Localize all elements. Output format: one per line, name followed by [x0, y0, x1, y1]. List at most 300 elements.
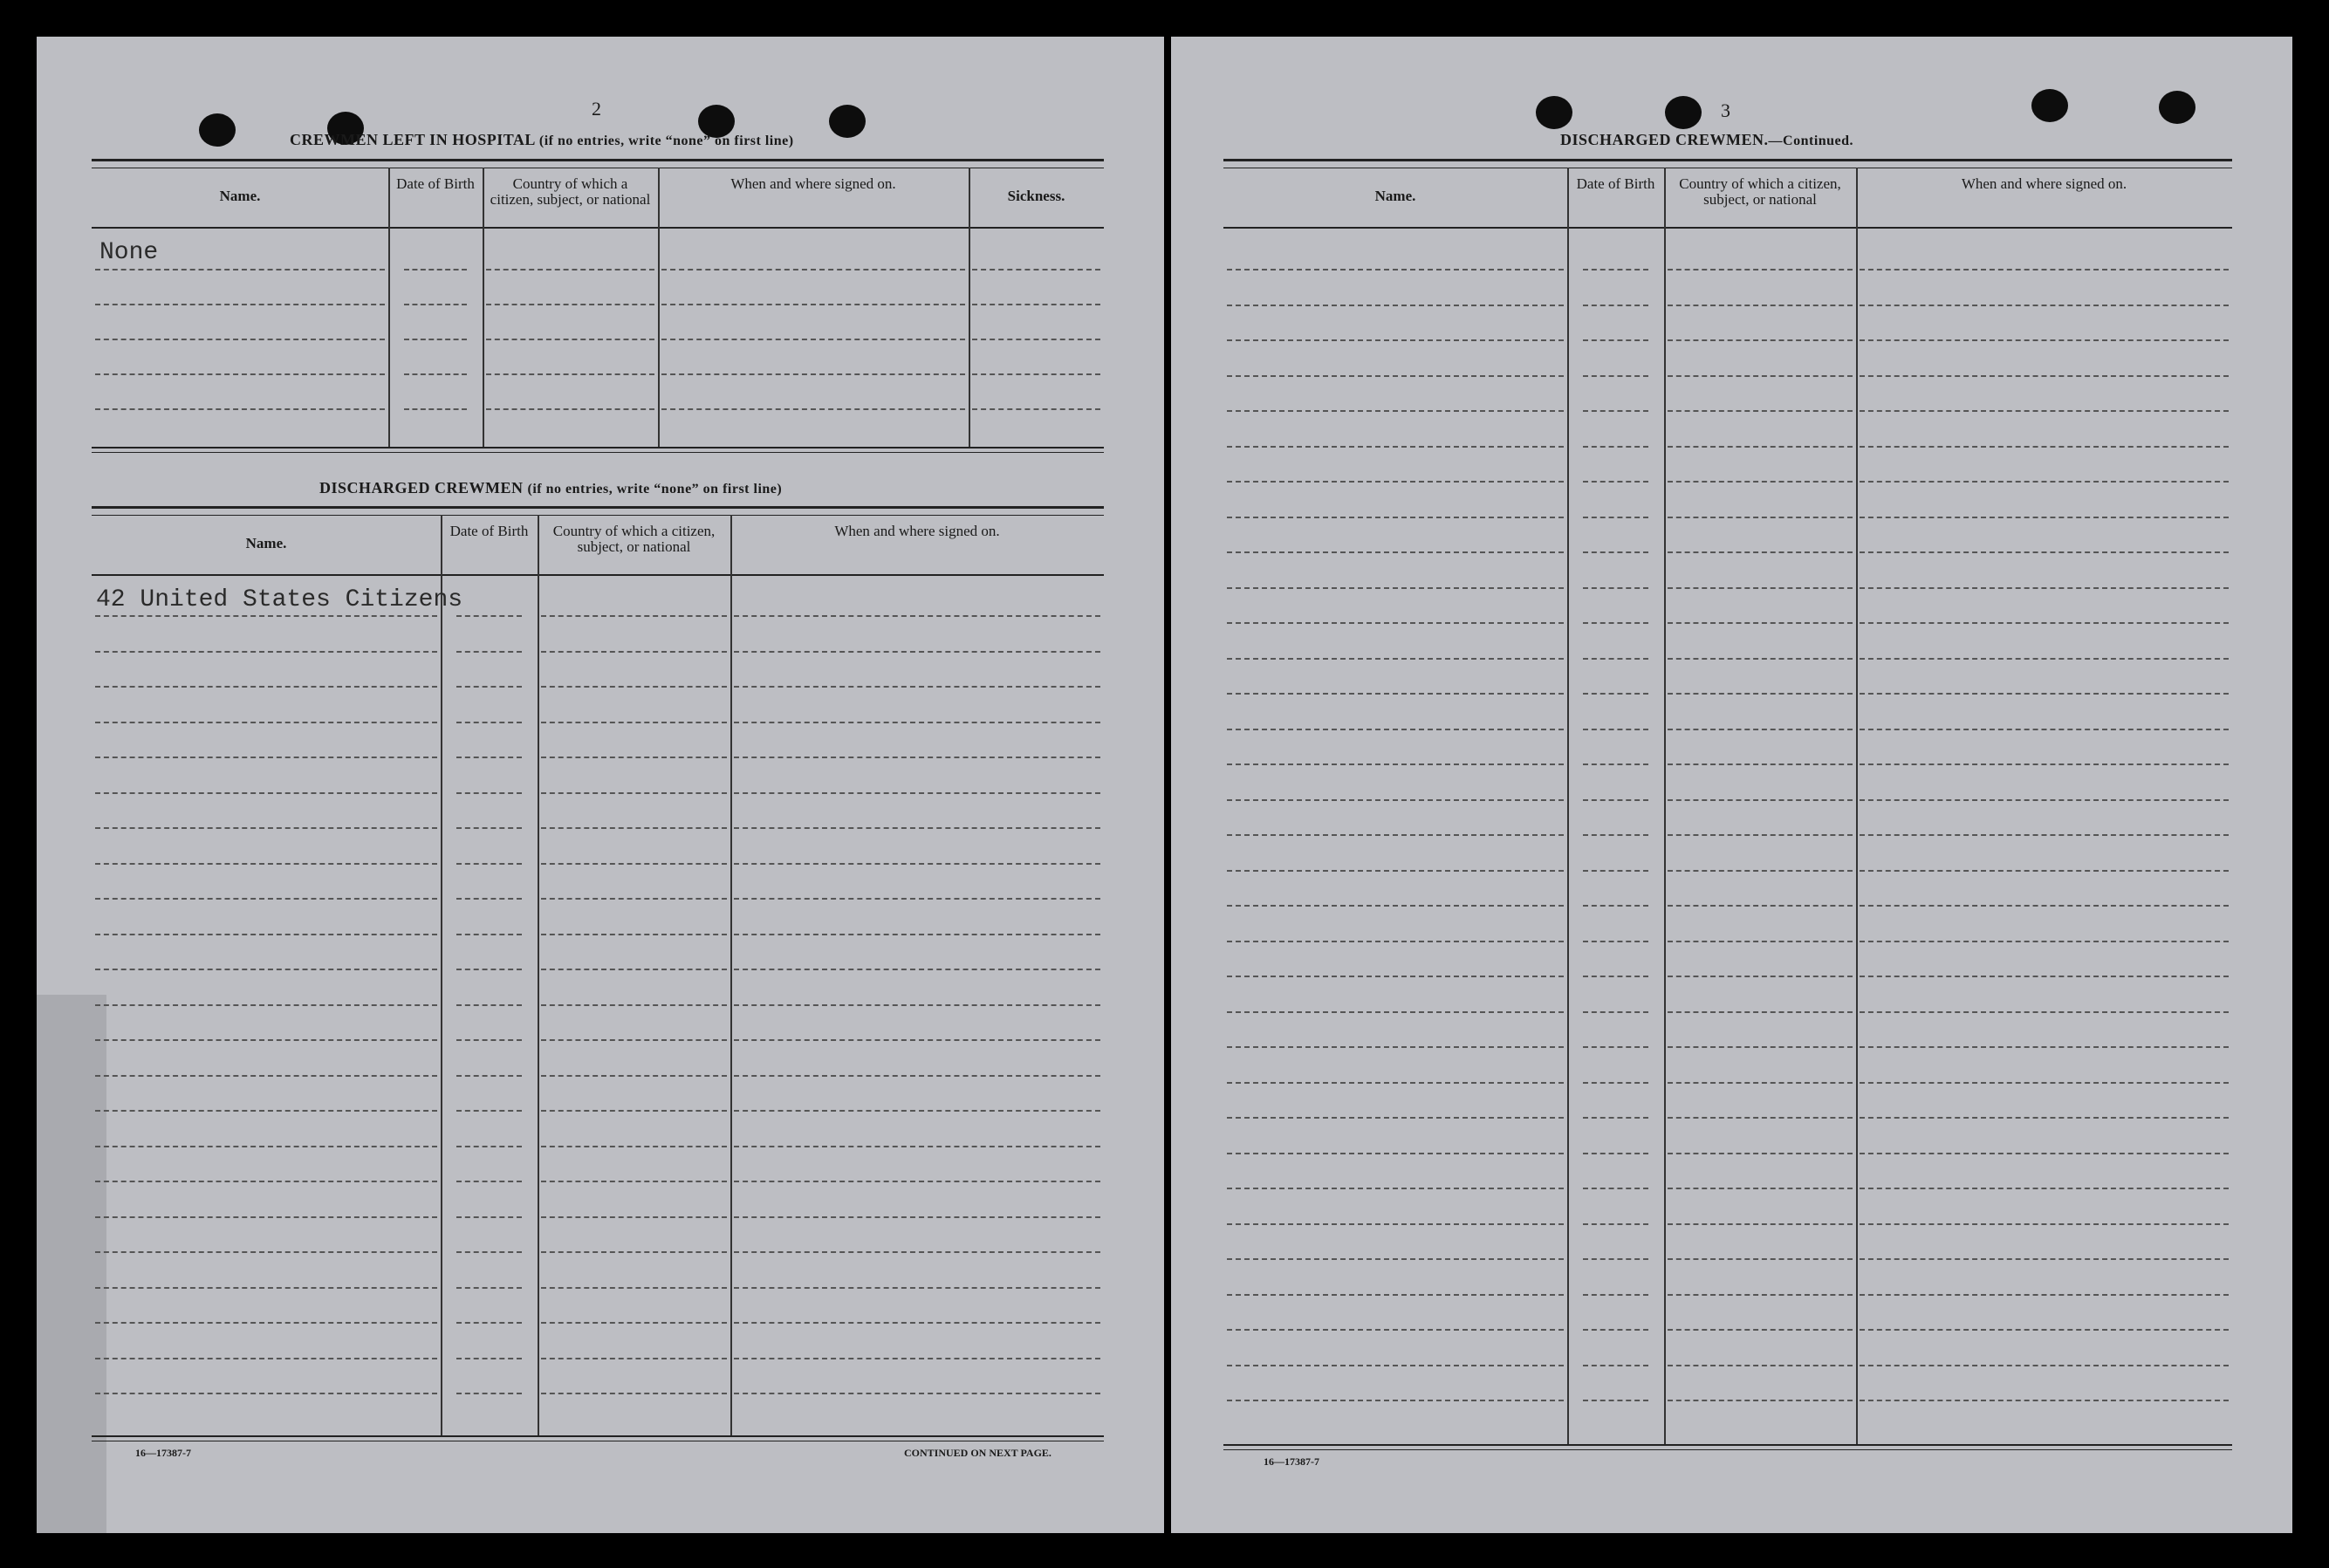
ruled-line — [661, 373, 965, 375]
column-header: Country of which a citizen, subject, or national — [490, 175, 651, 208]
ruled-line — [541, 1251, 727, 1253]
ruled-line — [1860, 799, 2229, 801]
ruled-line — [541, 1358, 727, 1359]
column-divider — [730, 515, 732, 1435]
ruled-line — [1860, 446, 2229, 448]
ruled-line — [1227, 375, 1564, 377]
ruled-line — [734, 1251, 1100, 1253]
ruled-line — [404, 339, 467, 340]
ruled-line — [95, 1393, 437, 1394]
ruled-line — [1583, 905, 1648, 907]
column-header: Date of Birth — [396, 175, 475, 192]
ruled-line — [1227, 658, 1564, 660]
ruled-line — [95, 1146, 437, 1147]
ruled-line — [1583, 763, 1648, 765]
ruled-line — [1668, 1153, 1853, 1154]
ruled-line — [1227, 1153, 1564, 1154]
ruled-line — [95, 408, 385, 410]
ruled-line — [661, 339, 965, 340]
ruled-line — [1668, 658, 1853, 660]
ruled-line — [1227, 976, 1564, 977]
ruled-line — [541, 757, 727, 758]
ruled-line — [456, 1287, 522, 1289]
punch-hole — [2031, 89, 2068, 122]
ruled-line — [456, 863, 522, 865]
ruled-line — [1227, 1117, 1564, 1119]
ruled-line — [1583, 1329, 1648, 1331]
ruled-line — [1860, 1188, 2229, 1189]
ruled-line — [541, 1075, 727, 1077]
ruled-line — [1668, 1365, 1853, 1366]
discharged-continued-title — [1560, 131, 1853, 149]
ruled-line — [1668, 446, 1853, 448]
punch-hole — [199, 113, 236, 147]
ruled-line — [456, 1358, 522, 1359]
ruled-line — [1227, 1258, 1564, 1260]
ruled-line — [1583, 375, 1648, 377]
ruled-line — [1860, 1117, 2229, 1119]
ruled-line — [1227, 587, 1564, 589]
ruled-line — [972, 408, 1100, 410]
ruled-line — [95, 792, 437, 794]
ruled-line — [1583, 693, 1648, 695]
ruled-line — [1860, 375, 2229, 377]
ruled-line — [95, 1358, 437, 1359]
ruled-line — [1860, 517, 2229, 518]
right-page — [1171, 37, 2292, 1533]
ruled-line — [734, 934, 1100, 935]
header-rule — [92, 227, 1104, 229]
ruled-line — [661, 304, 965, 305]
page-number: 3 — [1721, 99, 1730, 121]
ruled-line — [1860, 976, 2229, 977]
column-header: Name. — [1374, 188, 1416, 204]
ruled-line — [1860, 1223, 2229, 1225]
ruled-line — [1227, 1082, 1564, 1084]
ruled-line — [972, 304, 1100, 305]
ruled-line — [972, 373, 1100, 375]
ruled-line — [1583, 1258, 1648, 1260]
ruled-line — [486, 373, 654, 375]
ruled-line — [1583, 517, 1648, 518]
ruled-line — [1860, 763, 2229, 765]
ruled-line — [734, 757, 1100, 758]
column-divider — [388, 168, 390, 447]
ruled-line — [456, 1146, 522, 1147]
ruled-line — [1583, 446, 1648, 448]
ruled-line — [486, 269, 654, 270]
ruled-line — [1860, 481, 2229, 483]
ruled-line — [1583, 410, 1648, 412]
ruled-line — [541, 1110, 727, 1112]
hospital-title-text: CREWMEN LEFT IN HOSPITAL — [290, 131, 535, 148]
ruled-line — [1668, 1258, 1853, 1260]
ruled-line — [541, 1039, 727, 1041]
ruled-line — [95, 1322, 437, 1324]
continued-title-text: DISCHARGED CREWMEN. — [1560, 131, 1769, 148]
ruled-line — [541, 1181, 727, 1182]
ruled-line — [1668, 870, 1853, 872]
ruled-line — [95, 898, 437, 900]
ruled-line — [456, 1216, 522, 1218]
column-divider — [483, 168, 484, 447]
ruled-line — [734, 1110, 1100, 1112]
ruled-line — [1860, 834, 2229, 836]
ruled-line — [1668, 1400, 1853, 1401]
ruled-line — [1227, 1365, 1564, 1366]
ruled-line — [486, 304, 654, 305]
ruled-line — [734, 863, 1100, 865]
ruled-line — [1583, 1117, 1648, 1119]
ruled-line — [541, 1216, 727, 1218]
ruled-line — [1860, 551, 2229, 553]
punch-hole — [1665, 96, 1702, 129]
ruled-line — [1668, 1329, 1853, 1331]
ruled-line — [456, 651, 522, 653]
ruled-line — [1860, 1329, 2229, 1331]
ruled-line — [1583, 1082, 1648, 1084]
ruled-line — [1227, 1329, 1564, 1331]
ruled-line — [1668, 517, 1853, 518]
form-number: 16—17387-7 — [135, 1447, 191, 1459]
ruled-line — [1583, 551, 1648, 553]
continued-note: CONTINUED ON NEXT PAGE. — [904, 1447, 1051, 1459]
ruled-line — [734, 1075, 1100, 1077]
ruled-line — [1668, 1188, 1853, 1189]
left-page — [37, 37, 1164, 1533]
ruled-line — [95, 615, 437, 617]
ruled-line — [1668, 834, 1853, 836]
ruled-line — [541, 1393, 727, 1394]
ruled-line — [1668, 693, 1853, 695]
ruled-line — [95, 934, 437, 935]
ruled-line — [541, 898, 727, 900]
ruled-line — [1583, 1400, 1648, 1401]
ruled-line — [456, 722, 522, 723]
ruled-line — [1860, 1011, 2229, 1013]
ruled-line — [456, 898, 522, 900]
ruled-line — [95, 651, 437, 653]
ruled-line — [95, 827, 437, 829]
ruled-line — [1668, 941, 1853, 942]
ruled-line — [1227, 870, 1564, 872]
ruled-line — [541, 969, 727, 970]
ruled-line — [95, 722, 437, 723]
ruled-line — [1860, 622, 2229, 624]
ruled-line — [1668, 799, 1853, 801]
ruled-line — [1227, 339, 1564, 341]
ruled-line — [95, 969, 437, 970]
ruled-line — [1583, 1046, 1648, 1048]
ruled-line — [734, 969, 1100, 970]
ruled-line — [734, 1181, 1100, 1182]
ruled-line — [95, 1216, 437, 1218]
ruled-line — [1583, 481, 1648, 483]
ruled-line — [541, 934, 727, 935]
table-bottom-rule — [92, 1435, 1104, 1441]
ruled-line — [1227, 834, 1564, 836]
ruled-line — [1668, 1223, 1853, 1225]
ruled-line — [734, 827, 1100, 829]
ruled-line — [1860, 905, 2229, 907]
ruled-line — [1227, 1188, 1564, 1189]
ruled-line — [486, 408, 654, 410]
ruled-line — [734, 792, 1100, 794]
discharged-title-text: DISCHARGED CREWMEN — [319, 479, 524, 496]
ruled-line — [1860, 729, 2229, 730]
ruled-line — [734, 651, 1100, 653]
ruled-line — [1668, 1046, 1853, 1048]
ruled-line — [95, 1110, 437, 1112]
ruled-line — [1860, 941, 2229, 942]
table-bottom-rule — [1223, 1444, 2232, 1450]
ruled-line — [1668, 551, 1853, 553]
ruled-line — [541, 686, 727, 688]
ruled-line — [541, 651, 727, 653]
ruled-line — [1227, 693, 1564, 695]
ruled-line — [541, 1004, 727, 1006]
ruled-line — [1583, 1294, 1648, 1296]
header-rule — [92, 574, 1104, 576]
ruled-line — [404, 408, 467, 410]
ruled-line — [1860, 1153, 2229, 1154]
ruled-line — [456, 1322, 522, 1324]
ruled-line — [456, 934, 522, 935]
ruled-line — [1583, 1153, 1648, 1154]
ruled-line — [95, 269, 385, 270]
ruled-line — [1583, 834, 1648, 836]
ruled-line — [1583, 941, 1648, 942]
ruled-line — [1227, 1400, 1564, 1401]
ruled-line — [1860, 1082, 2229, 1084]
ruled-line — [95, 1004, 437, 1006]
ruled-line — [734, 1039, 1100, 1041]
ruled-line — [1668, 1011, 1853, 1013]
hospital-table-top-rule — [92, 159, 1104, 168]
ruled-line — [404, 304, 467, 305]
column-divider — [969, 168, 970, 447]
discharged-table-top-rule — [92, 506, 1104, 516]
column-divider — [441, 515, 442, 1435]
ruled-line — [456, 615, 522, 617]
table-bottom-rule — [92, 447, 1104, 453]
ruled-line — [1668, 976, 1853, 977]
ruled-line — [1227, 1011, 1564, 1013]
column-header: Date of Birth — [1576, 175, 1655, 192]
ruled-line — [734, 1322, 1100, 1324]
column-divider — [1664, 168, 1666, 1444]
ruled-line — [541, 1322, 727, 1324]
ruled-line — [456, 1393, 522, 1394]
ruled-line — [734, 686, 1100, 688]
column-divider — [1856, 168, 1858, 1444]
column-divider — [658, 168, 660, 447]
ruled-line — [1227, 1223, 1564, 1225]
ruled-line — [1583, 1365, 1648, 1366]
punch-hole — [1536, 96, 1572, 129]
ruled-line — [95, 304, 385, 305]
column-header: When and where signed on. — [1961, 175, 2127, 192]
ruled-line — [734, 615, 1100, 617]
ruled-line — [456, 1181, 522, 1182]
form-number: 16—17387-7 — [1264, 1455, 1319, 1468]
column-header: When and where signed on. — [730, 175, 896, 192]
ruled-line — [95, 373, 385, 375]
ruled-line — [541, 615, 727, 617]
ruled-line — [456, 792, 522, 794]
ruled-line — [541, 722, 727, 723]
ruled-line — [1583, 1011, 1648, 1013]
column-header: Name. — [245, 535, 287, 551]
ruled-line — [734, 1146, 1100, 1147]
column-divider — [538, 515, 539, 1435]
ruled-line — [734, 1216, 1100, 1218]
ruled-line — [95, 1287, 437, 1289]
ruled-line — [1668, 339, 1853, 341]
hospital-title-instruction: (if no entries, write “none” on first line) — [538, 134, 794, 148]
ruled-line — [1860, 1258, 2229, 1260]
ruled-line — [456, 1110, 522, 1112]
ruled-line — [1227, 305, 1564, 306]
ruled-line — [456, 1039, 522, 1041]
ruled-line — [1227, 1046, 1564, 1048]
page-number: 2 — [592, 98, 601, 120]
ruled-line — [1583, 870, 1648, 872]
ruled-line — [1583, 658, 1648, 660]
ruled-line — [734, 898, 1100, 900]
ruled-line — [1668, 763, 1853, 765]
ruled-line — [1668, 1294, 1853, 1296]
ruled-line — [1860, 587, 2229, 589]
ruled-line — [1860, 1294, 2229, 1296]
ruled-line — [1668, 587, 1853, 589]
ruled-line — [456, 686, 522, 688]
ruled-line — [1860, 1400, 2229, 1401]
ruled-line — [1583, 622, 1648, 624]
ruled-line — [1860, 339, 2229, 341]
ruled-line — [1668, 1082, 1853, 1084]
ruled-line — [1583, 305, 1648, 306]
ruled-line — [734, 1393, 1100, 1394]
discharged-entry: 42 United States Citizens — [96, 586, 463, 613]
ruled-line — [95, 1251, 437, 1253]
ruled-line — [1668, 481, 1853, 483]
ruled-line — [661, 269, 965, 270]
column-header: When and where signed on. — [834, 523, 1000, 539]
ruled-line — [661, 408, 965, 410]
ruled-line — [1227, 269, 1564, 270]
ruled-line — [1583, 269, 1648, 270]
ruled-line — [1583, 587, 1648, 589]
ruled-line — [95, 1075, 437, 1077]
ruled-line — [1583, 799, 1648, 801]
ruled-line — [1860, 870, 2229, 872]
ruled-line — [486, 339, 654, 340]
ruled-line — [1227, 799, 1564, 801]
ruled-line — [1860, 1046, 2229, 1048]
ruled-line — [1668, 375, 1853, 377]
ruled-line — [1668, 1117, 1853, 1119]
hospital-entry: None — [99, 239, 159, 266]
ruled-line — [404, 373, 467, 375]
ruled-line — [734, 1358, 1100, 1359]
ruled-line — [1860, 269, 2229, 270]
ruled-line — [456, 1004, 522, 1006]
discharged-section-title — [319, 479, 782, 497]
ruled-line — [1860, 658, 2229, 660]
ruled-line — [1227, 905, 1564, 907]
ruled-line — [734, 1287, 1100, 1289]
ruled-line — [1860, 1365, 2229, 1366]
ruled-line — [95, 863, 437, 865]
ruled-line — [1227, 763, 1564, 765]
hospital-section-title — [290, 131, 794, 149]
ruled-line — [404, 269, 467, 270]
punch-hole — [2159, 91, 2195, 124]
ruled-line — [1227, 446, 1564, 448]
ruled-line — [456, 757, 522, 758]
ruled-line — [734, 1004, 1100, 1006]
header-rule — [1223, 227, 2232, 229]
ruled-line — [1668, 622, 1853, 624]
ruled-line — [456, 1075, 522, 1077]
ruled-line — [1227, 481, 1564, 483]
ruled-line — [456, 827, 522, 829]
ruled-line — [1227, 941, 1564, 942]
discharged-title-instruction: (if no entries, write “none” on first line) — [527, 482, 783, 496]
ruled-line — [1860, 410, 2229, 412]
ruled-line — [456, 1251, 522, 1253]
punch-hole — [829, 105, 866, 138]
ruled-line — [1227, 729, 1564, 730]
column-header: Date of Birth — [449, 523, 529, 539]
column-header: Country of which a citizen, subject, or national — [552, 523, 716, 555]
ruled-line — [1668, 269, 1853, 270]
ruled-line — [1227, 1294, 1564, 1296]
ruled-line — [541, 863, 727, 865]
ruled-line — [1860, 693, 2229, 695]
ruled-line — [95, 757, 437, 758]
ruled-line — [1668, 905, 1853, 907]
ruled-line — [1227, 517, 1564, 518]
continued-table-top-rule — [1223, 159, 2232, 168]
continued-title-suffix: —Continued. — [1768, 134, 1854, 148]
ruled-line — [1583, 976, 1648, 977]
column-header: Name. — [219, 188, 261, 204]
ruled-line — [1860, 305, 2229, 306]
ruled-line — [1227, 551, 1564, 553]
ruled-line — [1227, 410, 1564, 412]
ruled-line — [972, 269, 1100, 270]
ruled-line — [541, 1146, 727, 1147]
ruled-line — [734, 722, 1100, 723]
ruled-line — [1583, 1223, 1648, 1225]
ruled-line — [1227, 622, 1564, 624]
ruled-line — [1668, 410, 1853, 412]
ruled-line — [1583, 1188, 1648, 1189]
ruled-line — [1583, 339, 1648, 341]
ruled-line — [1668, 305, 1853, 306]
ruled-line — [1583, 729, 1648, 730]
column-header: Sickness. — [1007, 188, 1065, 204]
ruled-line — [972, 339, 1100, 340]
ruled-line — [95, 1039, 437, 1041]
ruled-line — [1668, 729, 1853, 730]
ruled-line — [95, 1181, 437, 1182]
ruled-line — [541, 792, 727, 794]
ruled-line — [541, 827, 727, 829]
ruled-line — [95, 339, 385, 340]
